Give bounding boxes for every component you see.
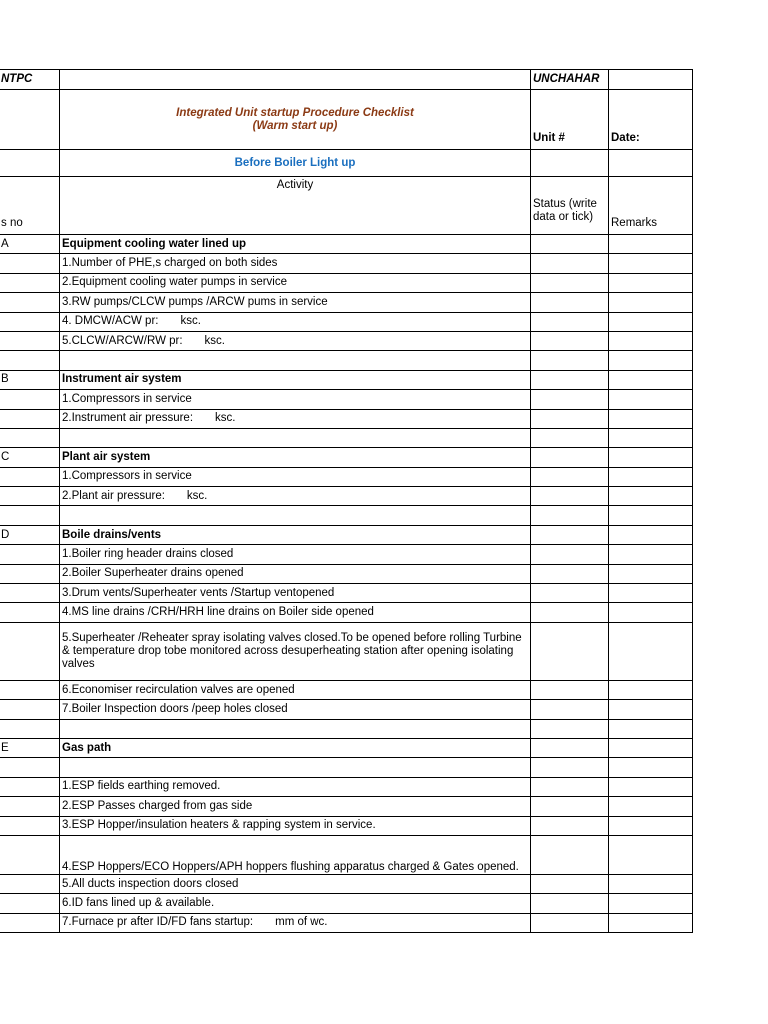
activity-text: 5.Superheater /Reheater spray isolating valves closed.To be opened before rolling Turbine & temperature drop tobe monitored across desuperheating station after opening isolating valves	[62, 631, 522, 670]
document-title-line2: (Warm start up)	[252, 119, 338, 132]
remarks-cell[interactable]	[609, 487, 693, 506]
activity-text: Plant air system	[62, 450, 151, 463]
remarks-cell[interactable]	[609, 506, 693, 525]
remarks-cell[interactable]	[609, 351, 693, 370]
activity-text: 4. DMCW/ACW pr:	[62, 315, 159, 328]
remarks-cell[interactable]	[609, 758, 693, 777]
column-header-sno: s no	[0, 177, 60, 235]
checklist-table	[0, 69, 693, 933]
row-sno	[0, 622, 60, 680]
section-heading-row	[0, 448, 693, 467]
status-cell[interactable]	[531, 835, 609, 874]
row-sno	[0, 758, 60, 777]
remarks-cell[interactable]	[609, 467, 693, 486]
row-sno	[0, 273, 60, 292]
status-cell[interactable]	[531, 312, 609, 331]
activity-cell	[60, 351, 531, 370]
remarks-cell[interactable]	[609, 564, 693, 583]
header-blank-cell	[60, 70, 531, 90]
status-cell[interactable]	[531, 894, 609, 913]
row-sno	[0, 506, 60, 525]
status-cell[interactable]	[531, 564, 609, 583]
remarks-cell[interactable]	[609, 235, 693, 254]
row-sno	[0, 312, 60, 331]
remarks-cell[interactable]	[609, 525, 693, 544]
remarks-cell[interactable]	[609, 390, 693, 409]
row-sno	[0, 487, 60, 506]
remarks-cell[interactable]	[609, 835, 693, 874]
activity-text: 3.RW pumps/CLCW pumps /ARCW pums in service	[62, 295, 328, 308]
table-row	[0, 506, 693, 525]
date-label: Date:	[609, 90, 693, 150]
status-cell[interactable]	[531, 331, 609, 350]
activity-cell	[60, 874, 531, 893]
table-row	[0, 913, 693, 932]
site-name: UNCHAHAR	[531, 70, 609, 90]
remarks-cell[interactable]	[609, 409, 693, 428]
table-row	[0, 254, 693, 273]
remarks-cell[interactable]	[609, 584, 693, 603]
section-heading	[60, 235, 531, 254]
table-row	[0, 409, 693, 428]
activity-cell	[60, 719, 531, 738]
table-row	[0, 719, 693, 738]
activity-cell	[60, 603, 531, 622]
activity-cell	[60, 506, 531, 525]
remarks-cell[interactable]	[609, 797, 693, 816]
activity-cell	[60, 428, 531, 447]
activity-cell	[60, 467, 531, 486]
table-row	[0, 428, 693, 447]
table-row	[0, 584, 693, 603]
header-blank-cell	[0, 90, 60, 150]
row-sno	[0, 467, 60, 486]
status-cell[interactable]	[531, 758, 609, 777]
row-sno	[0, 428, 60, 447]
activity-cell	[60, 797, 531, 816]
activity-text: 3.ESP Hopper/insulation heaters & rapping system in service.	[62, 819, 376, 832]
unit-label: ksc.	[204, 334, 225, 347]
status-cell[interactable]	[531, 816, 609, 835]
remarks-cell[interactable]	[609, 777, 693, 796]
activity-text: 2.Instrument air pressure:	[62, 412, 194, 425]
activity-text: 4.ESP Hoppers/ECO Hoppers/APH hoppers flushing apparatus charged & Gates opened.	[62, 860, 519, 873]
row-sno: C	[0, 448, 60, 467]
row-sno	[0, 894, 60, 913]
activity-cell	[60, 409, 531, 428]
table-row	[0, 273, 693, 292]
status-cell[interactable]	[531, 467, 609, 486]
section-heading-row	[0, 738, 693, 757]
section-heading-row	[0, 370, 693, 389]
status-cell[interactable]	[531, 545, 609, 564]
activity-cell	[60, 816, 531, 835]
activity-cell	[60, 680, 531, 699]
table-row	[0, 894, 693, 913]
activity-cell	[60, 913, 531, 932]
status-cell[interactable]	[531, 506, 609, 525]
activity-text: 1.Number of PHE,s charged on both sides	[62, 257, 278, 270]
document-title-line1: Integrated Unit startup Procedure Checklist	[176, 106, 414, 119]
activity-cell	[60, 390, 531, 409]
status-cell[interactable]	[531, 874, 609, 893]
remarks-cell[interactable]	[609, 816, 693, 835]
activity-text: 2.Equipment cooling water pumps in service	[62, 276, 288, 289]
table-row	[0, 603, 693, 622]
row-sno	[0, 293, 60, 312]
row-sno	[0, 777, 60, 796]
row-sno	[0, 331, 60, 350]
row-sno	[0, 874, 60, 893]
row-sno	[0, 719, 60, 738]
remarks-cell[interactable]	[609, 738, 693, 757]
status-cell[interactable]	[531, 351, 609, 370]
activity-text: Boile drains/vents	[62, 528, 162, 541]
row-sno	[0, 390, 60, 409]
table-row	[0, 874, 693, 893]
activity-text: 7.Furnace pr after ID/FD fans startup:	[62, 916, 254, 929]
status-cell[interactable]	[531, 409, 609, 428]
column-header-activity: Activity	[60, 177, 531, 235]
header-blank-cell	[609, 150, 693, 177]
remarks-cell[interactable]	[609, 700, 693, 719]
table-row	[0, 312, 693, 331]
table-row	[0, 467, 693, 486]
org-name: NTPC	[0, 70, 60, 90]
remarks-cell[interactable]	[609, 293, 693, 312]
status-cell[interactable]	[531, 448, 609, 467]
activity-cell	[60, 293, 531, 312]
unit-label: ksc.	[186, 489, 208, 502]
row-sno	[0, 545, 60, 564]
table-row	[0, 622, 693, 680]
remarks-cell[interactable]	[609, 254, 693, 273]
header-blank-cell	[0, 150, 60, 177]
column-header-row	[0, 177, 693, 235]
column-header-status: Status (write data or tick)	[531, 177, 609, 235]
remarks-cell[interactable]	[609, 545, 693, 564]
header-blank-cell	[609, 70, 693, 90]
activity-text: 4.MS line drains /CRH/HRH line drains on Boiler side opened	[62, 606, 374, 619]
activity-text: Instrument air system	[62, 373, 182, 386]
activity-cell	[60, 835, 531, 874]
activity-cell	[60, 758, 531, 777]
activity-text: 2.Plant air pressure:	[62, 489, 165, 502]
section-heading	[60, 448, 531, 467]
activity-text: 1.Boiler ring header drains closed	[62, 547, 234, 560]
table-row	[0, 293, 693, 312]
activity-cell	[60, 700, 531, 719]
status-cell[interactable]	[531, 370, 609, 389]
activity-cell	[60, 331, 531, 350]
table-row	[0, 816, 693, 835]
activity-text: 2.ESP Passes charged from gas side	[62, 799, 253, 812]
status-cell[interactable]	[531, 254, 609, 273]
table-row	[0, 390, 693, 409]
activity-text: 6.Economiser recirculation valves are opened	[62, 683, 295, 696]
remarks-cell[interactable]	[609, 331, 693, 350]
table-row	[0, 564, 693, 583]
status-cell[interactable]	[531, 719, 609, 738]
row-sno	[0, 835, 60, 874]
table-row	[0, 797, 693, 816]
table-row	[0, 680, 693, 699]
activity-cell	[60, 254, 531, 273]
remarks-cell[interactable]	[609, 913, 693, 932]
activity-cell	[60, 584, 531, 603]
row-sno	[0, 603, 60, 622]
status-cell[interactable]	[531, 797, 609, 816]
activity-cell	[60, 777, 531, 796]
table-row	[0, 777, 693, 796]
status-cell[interactable]	[531, 777, 609, 796]
remarks-cell[interactable]	[609, 603, 693, 622]
unit-label: mm of wc.	[275, 916, 328, 929]
row-sno: D	[0, 525, 60, 544]
activity-text: 1.Compressors in service	[62, 470, 192, 483]
section-heading	[60, 370, 531, 389]
remarks-cell[interactable]	[609, 622, 693, 680]
row-sno	[0, 254, 60, 273]
table-row	[0, 351, 693, 370]
row-sno	[0, 584, 60, 603]
status-cell[interactable]	[531, 525, 609, 544]
status-cell[interactable]	[531, 273, 609, 292]
table-row	[0, 545, 693, 564]
status-cell[interactable]	[531, 293, 609, 312]
row-sno	[0, 351, 60, 370]
status-cell[interactable]	[531, 603, 609, 622]
activity-text: 5.All ducts inspection doors closed	[62, 877, 239, 890]
activity-text: 1.ESP fields earthing removed.	[62, 780, 221, 793]
section-title: Before Boiler Light up	[60, 150, 531, 177]
status-cell[interactable]	[531, 487, 609, 506]
activity-cell	[60, 564, 531, 583]
row-sno	[0, 913, 60, 932]
status-cell[interactable]	[531, 680, 609, 699]
row-sno	[0, 680, 60, 699]
row-sno	[0, 816, 60, 835]
column-header-remarks: Remarks	[609, 177, 693, 235]
remarks-cell[interactable]	[609, 680, 693, 699]
remarks-cell[interactable]	[609, 448, 693, 467]
remarks-cell[interactable]	[609, 273, 693, 292]
row-sno	[0, 797, 60, 816]
remarks-cell[interactable]	[609, 874, 693, 893]
activity-text: Equipment cooling water lined up	[62, 237, 247, 250]
remarks-cell[interactable]	[609, 312, 693, 331]
status-cell[interactable]	[531, 584, 609, 603]
remarks-cell[interactable]	[609, 428, 693, 447]
activity-cell	[60, 273, 531, 292]
activity-text: 5.CLCW/ARCW/RW pr:	[62, 334, 183, 347]
activity-text: 6.ID fans lined up & available.	[62, 897, 215, 910]
remarks-cell[interactable]	[609, 719, 693, 738]
table-row	[0, 331, 693, 350]
row-sno: B	[0, 370, 60, 389]
row-sno	[0, 409, 60, 428]
activity-cell	[60, 487, 531, 506]
status-cell[interactable]	[531, 390, 609, 409]
activity-text: 7.Boiler Inspection doors /peep holes closed	[62, 702, 288, 715]
activity-text: Gas path	[62, 741, 112, 754]
activity-text: 3.Drum vents/Superheater vents /Startup ventopened	[62, 586, 335, 599]
activity-text: 2.Boiler Superheater drains opened	[62, 567, 244, 580]
section-heading-row	[0, 235, 693, 254]
row-sno: A	[0, 235, 60, 254]
table-row	[0, 487, 693, 506]
activity-cell	[60, 622, 531, 680]
table-row	[0, 835, 693, 874]
status-cell[interactable]	[531, 428, 609, 447]
document-title	[60, 90, 531, 150]
status-cell[interactable]	[531, 622, 609, 680]
header-row-title	[0, 90, 693, 150]
activity-cell	[60, 894, 531, 913]
unit-label: ksc.	[180, 315, 201, 328]
status-cell[interactable]	[531, 700, 609, 719]
table-row	[0, 700, 693, 719]
activity-cell	[60, 312, 531, 331]
status-cell[interactable]	[531, 738, 609, 757]
activity-text: 1.Compressors in service	[62, 392, 192, 405]
header-row-org	[0, 70, 693, 90]
header-row-section	[0, 150, 693, 177]
section-heading	[60, 738, 531, 757]
table-row	[0, 758, 693, 777]
unit-number-label: Unit #	[531, 90, 609, 150]
row-sno: E	[0, 738, 60, 757]
status-cell[interactable]	[531, 913, 609, 932]
activity-cell	[60, 545, 531, 564]
row-sno	[0, 564, 60, 583]
unit-label: ksc.	[215, 412, 236, 425]
status-cell[interactable]	[531, 235, 609, 254]
section-heading-row	[0, 525, 693, 544]
remarks-cell[interactable]	[609, 894, 693, 913]
row-sno	[0, 700, 60, 719]
section-heading	[60, 525, 531, 544]
remarks-cell[interactable]	[609, 370, 693, 389]
header-blank-cell	[531, 150, 609, 177]
